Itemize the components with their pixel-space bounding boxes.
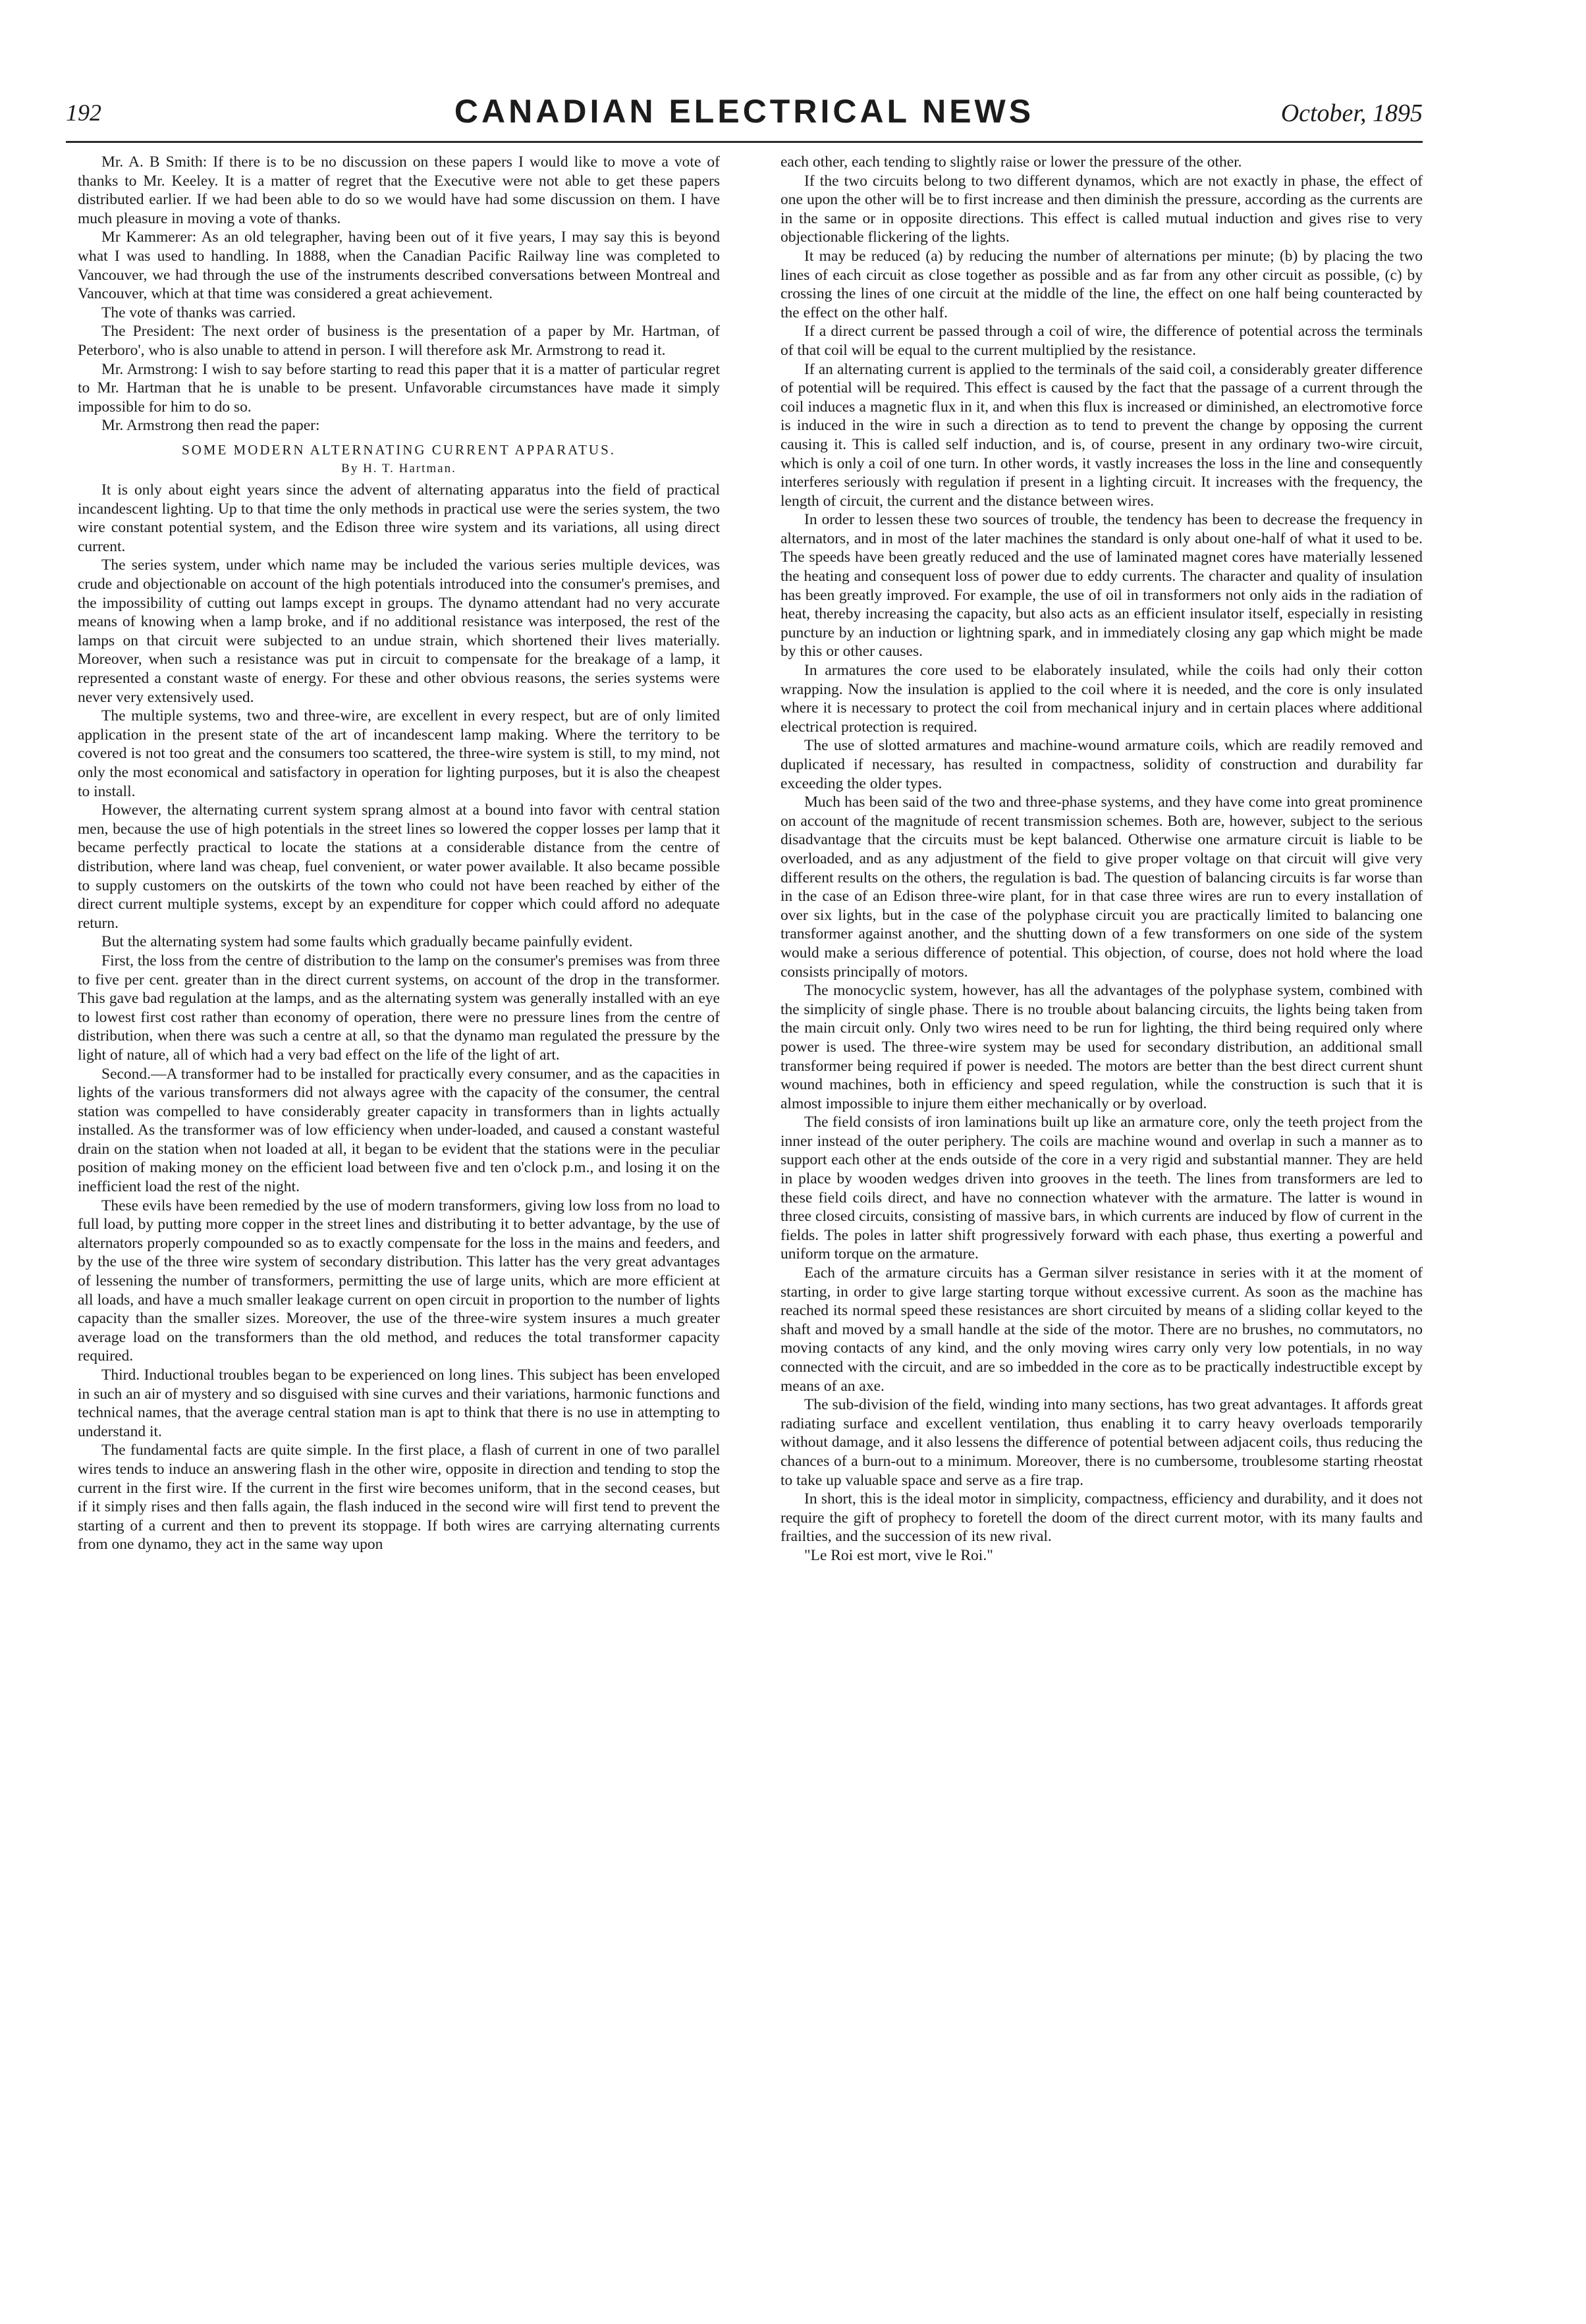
paragraph: each other, each tending to slightly raise or lower the pressure of the other. [780,153,1242,171]
paragraph: In armatures the core used to be elaborately insulated, while the coils had only their cotton wrapping. Now the insulation is applied to the coil where it is needed, and the core is only insulated where it is necessary to protect the coil from mechanical injury and in certain places where additional electrical protection is required. [780,662,1423,736]
paragraph: These evils have been remedied by the use of modern transformers, giving low loss from no load to full load, by putting more copper in the street lines and distributing it to better advantage, by the use of alternators properly compounded so as to exactly compensate for the loss in the mains and feeders, and by the use of the three wire system of secondary distribution. This latter has the very great advantages of lessening the number of transformers, permitting the use of large units, which are more efficient at all loads, and have a much smaller leakage current on open circuit in proportion to the number of lights capacity than the smaller sizes. Moreover, the use of the three-wire system insures a much greater average load on the transformers than the old method, and reduces the total transformer capacity required. [78,1197,720,1365]
paragraph: Mr. Armstrong: I wish to say before starting to read this paper that it is a matter of particular regret to Mr. Hartman that he is unable to be present. Unfavorable circumstances have made it simply impossible for him to do so. [78,360,720,416]
paragraph: If the two circuits belong to two different dynamos, which are not exactly in phase, the effect of one upon the other will be to first increase and then diminish the pressure, according as the currents are in the same or in opposite directions. This effect is called mutual induction and gives rise to very objectionable flickering of the lights. [780,172,1423,246]
paragraph: However, the alternating current system sprang almost at a bound into favor with central station men, because the use of high potentials in the street lines so lowered the copper losses per lamp that it became perfectly practical to locate the stations at a considerable distance from the centre of distribution, where land was cheap, fuel convenient, or water power available. It also became possible to supply customers on the outskirts of the town who could not have been reached by either of the direct current multiple systems, except by an expenditure for copper which could afford no adequate return. [78,801,720,932]
paragraph: Mr. A. B Smith: If there is to be no discussion on these papers I would like to move a vote of thanks to Mr. Keeley. It is a matter of regret that the Executive were not able to get these papers distributed earlier. If we had been able to do so we would have had some discussion on them. I have much pleasure in moving a vote of thanks. [78,153,720,227]
article-title: SOME MODERN ALTERNATING CURRENT APPARATUS. [181,441,616,458]
paragraph: First, the loss from the centre of distribution to the lamp on the consumer's premises was from three to five per cent. greater than in the direct current systems, on account of the drop in the transformer. This gave bad regulation at the lamps, and as the alternating system was generally installed with an eye to lowest first cost rather than economy of operation, there were no pressure lines from the centre of distribution, when there was such a centre at all, so that the dynamo man regulated the pressure by the light of nature, all of which had a very bad effect on the life of the light of art. [78,952,720,1064]
paragraph: The series system, under which name may be included the various series multiple devices, was crude and objectionable on account of the high potentials introduced into the consumer's premises, and the impossibility of cutting out lamps except in groups. The dynamo attendant had no very accurate means of knowing when a lamp broke, and if no additional resistance was interposed, the rest of the lamps on that circuit were subjected to an undue strain, which shortened their lives materially. Moreover, when such a resistance was put in circuit to compensate for the breakage of a lamp, it represented a constant waste of energy. For these and other obvious reasons, the series systems were never very extensively used. [78,556,720,706]
paragraph: It may be reduced (a) by reducing the number of alternations per minute; (b) by placing the two lines of each circuit as close together as possible and as far from any other circuit as possible, (c) by crossing the lines of one circuit at the middle of the line, the effect on one half being counteracted by the effect on the other half. [780,247,1423,321]
article-byline: By H. T. Hartman. [341,461,456,475]
paragraph: The fundamental facts are quite simple. In the first place, a flash of current in one of two parallel wires tends to induce an answering flash in the other wire, opposite in direction and tending to stop the current in the first wire. If the current in the first wire becomes uniform, that in the second ceases, but if it simply rises and then falls again, the flash induced in the second wire will first tend to prevent the starting of a current and then to prevent its stoppage. If both wires are carrying alternating currents from one dynamo, they act in the same way upon [78,1442,720,1554]
paragraph: In short, this is the ideal motor in simplicity, compactness, efficiency and durability, and it does not require the gift of prophecy to foretell the doom of the direct current motor, with its many faults and frailties, and the succession of its new rival. [780,1490,1423,1546]
paragraph: Third. Inductional troubles began to be experienced on long lines. This subject has been enveloped in such an air of mystery and so disguised with sine curves and their variations, harmonic functions and technical names, that the average central station man is apt to think that there is no use in attempting to understand it. [78,1366,720,1440]
paragraph: Mr Kammerer: As an old telegrapher, having been out of it five years, I may say this is beyond what I was used to handling. In 1888, when the Canadian Pacific Railway line was completed to Vancouver, we had through the use of the instruments described conversations between Montreal and Vancouver, which at that time was considered a great achievement. [78,229,720,303]
masthead: CANADIAN ELECTRICAL NEWS [454,93,1035,130]
left-column [78,153,720,2296]
paragraph: The vote of thanks was carried. [101,304,296,321]
paragraph: The use of slotted armatures and machine-wound armature coils, which are readily removed and duplicated if necessary, has resulted in compactness, solidity of construction and durability far exceeding the older types. [780,737,1423,792]
issue-date: October, 1895 [1280,99,1423,127]
paragraph: The President: The next order of business is the presentation of a paper by Mr. Hartman, of Peterboro', who is also unable to attend in person. I will therefore ask Mr. Armstrong to read it. [78,323,720,359]
header-rule [66,141,1423,143]
paragraph: But the alternating system had some faults which gradually became painfully evident. [101,933,633,951]
paragraph: The sub-division of the field, winding into many sections, has two great advantages. It affords great radiating surface and excellent ventilation, thus enabling it to carry heavy overloads temporarily without damage, and it also lessens the difference of potential between adjacent coils, thus reducing the chances of a burn-out to a minimum. Moreover, there is no cumbersome, troublesome starting rheostat to take up valuable space and serve as a fire trap. [780,1396,1423,1489]
paragraph: It is only about eight years since the advent of alternating apparatus into the field of practical incandescent lighting. Up to that time the only methods in practical use were the series system, the two wire constant potential system, and the Edison three wire system and its variations, all using direct current. [78,481,720,555]
right-column [780,153,1423,2296]
paragraph: Much has been said of the two and three-phase systems, and they have come into great prominence on account of the magnitude of recent transmission schemes. Both are, however, subject to the serious disadvantage that the circuits must be kept balanced. Otherwise one armature circuit is liable to be overloaded, and as any adjustment of the field to give proper voltage on that circuit will give very different results on the others, the regulation is bad. The question of balancing circuits is far worse than in the case of an Edison three-wire plant, for in that case three wires are run to every installation of over six lights, but in the case of the polyphase circuit you are practically limited to balancing one transformer against another, and the shutting down of a few transformers on one side of the system would make a serious difference of potential. This objection, of course, does not hold where the load consists principally of motors. [780,794,1423,981]
paragraph: The monocyclic system, however, has all the advantages of the polyphase system, combined with the simplicity of single phase. There is no trouble about balancing circuits, the lights being taken from the main circuit only. Only two wires need to be run for lighting, the third being required only where power is used. The three-wire system may be used for secondary distribution, an additional small transformer being required if power is needed. The motors are better than the best direct current shunt wound machines, both in efficiency and speed regulation, while the construction is such that it is almost impossible to injure them either mechanically or by overload. [780,982,1423,1112]
closing-quote: "Le Roi est mort, vive le Roi." [804,1546,993,1564]
page-header [66,92,1423,138]
paragraph: If a direct current be passed through a coil of wire, the difference of potential across the terminals of that coil will be equal to the current multiplied by the resistance. [780,323,1423,359]
paragraph: Each of the armature circuits has a German silver resistance in series with it at the moment of starting, in order to give large starting torque without excessive current. As soon as the machine has reached its normal speed these resistances are short circuited by means of a sliding collar keyed to the shaft and moved by a small handle at the side of the motor. There are no brushes, no commutators, no moving contacts of any kind, and the only moving wires carry only very low potentials, in no way connected with the circuit, and are so imbedded in the core as to be practically indestructible except by means of an axe. [780,1264,1423,1395]
paragraph: If an alternating current is applied to the terminals of the said coil, a considerably greater difference of potential will be required. This effect is caused by the fact that the passage of a current through the coil induces a magnetic flux in it, and when this flux is increased or diminished, an electromotive force is induced in the wire in such a direction as to tend to prevent the change by opposing the current causing it. This is called self induction, and is, of course, present in any ordinary two-wire circuit, which is only a coil of one turn. In other words, it vastly increases the loss in the line and consequently interferes seriously with regulation if present in a lighting circuit. It increases with the frequency, the length of circuit, the current and the distance between wires. [780,360,1423,510]
paragraph: Second.—A transformer had to be installed for practically every consumer, and as the capacities in lights of the various transformers did not always agree with the capacity of the consumer, the central station was compelled to have considerably greater capacity in transformers than in lights actually installed. As the transformer was of low efficiency when under-loaded, and caused a constant wasteful drain on the station when not loaded at all, it began to be evident that the stations were in the peculiar position of making money on the efficient load between five and ten o'clock p.m., and losing it on the inefficient load the rest of the night. [78,1065,720,1196]
paragraph: The multiple systems, two and three-wire, are excellent in every respect, but are of only limited application in the present state of the art of incandescent lamp making. Where the territory to be covered is not too great and the consumers too scattered, the three-wire system is still, to my mind, not only the most economical and satisfactory in operation for lighting purposes, but it is also the cheapest to install. [78,707,720,800]
page-number: 192 [66,99,101,126]
paragraph: Mr. Armstrong then read the paper: [101,417,320,435]
paragraph: In order to lessen these two sources of trouble, the tendency has been to decrease the frequency in alternators, and in most of the later machines the standard is only about one-half of what it used to be. The speeds have been greatly reduced and the use of laminated magnet cores have materially lessened the heating and consequent loss of power due to eddy currents. The character and quality of insulation has been greatly improved. For example, the use of oil in transformers not only aids in the radiation of heat, thereby increasing the capacity, but also acts as an efficient insulator itself, especially in resisting puncture by an induction or lightning spark, and in immediately closing any gap which might be made by this or other causes. [780,511,1423,661]
paragraph: The field consists of iron laminations built up like an armature core, only the teeth project from the inner instead of the outer periphery. The coils are machine wound and overlap in such a manner as to support each other at the ends outside of the core in a very rigid and substantial manner. They are held in place by wooden wedges driven into grooves in the teeth. The lines from transformers are led to these field coils direct, and have no connection whatever with the armature. The latter is wound in three closed circuits, consisting of massive bars, in which currents are induced by flow of current in the fields. The poles in latter shift progressively forward with each phase, thus exerting a powerful and uniform torque on the armature. [780,1114,1423,1263]
